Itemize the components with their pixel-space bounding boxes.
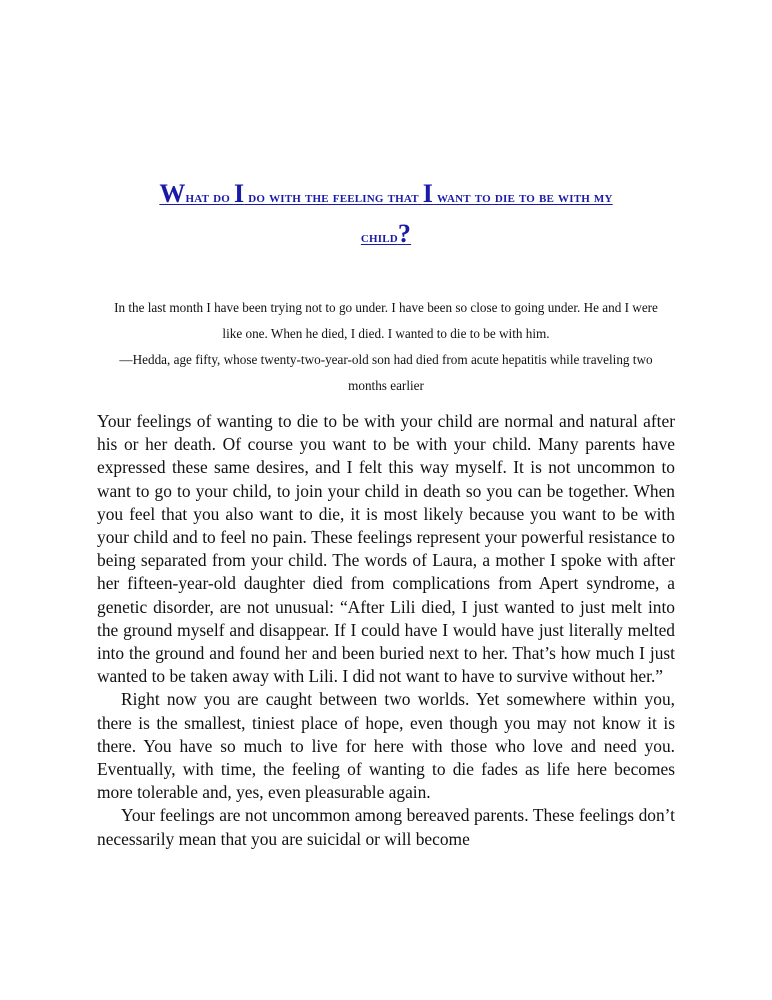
epigraph-attribution: —Hedda, age fifty, whose twenty-two-year-old son had died from acute hepatitis while traveling two months earlier: [119, 352, 653, 393]
epigraph-quote: In the last month I have been trying not to go under. I have been so close to going under. He and I were like one. When he died, I died. I wanted to die to be with him.: [114, 300, 658, 341]
chapter-title-link[interactable]: [159, 179, 613, 248]
body-text: [97, 410, 675, 851]
chapter-title: [90, 176, 682, 256]
title-text-part3: want to die to be with my: [433, 190, 613, 206]
epigraph: [112, 295, 660, 399]
title-text-part2: do with the feeling that: [244, 190, 423, 206]
title-initial-w: W: [159, 179, 186, 208]
title-text-part1: hat do: [185, 190, 234, 206]
title-question-mark: ?: [397, 219, 412, 248]
body-paragraph-3: Your feelings are not uncommon among bereaved parents. These feelings don’t necessarily mean that you are suicidal or will become: [97, 805, 675, 849]
title-initial-i2: I: [422, 179, 434, 208]
body-paragraph-2: Right now you are caught between two worlds. Yet somewhere within you, there is the smallest, tiniest place of hope, even though you may not know it is there. You have so much to live for here with those who love and need you. Eventually, with time, the feeling of wanting to die fades as life here becomes more tolerable and, yes, even pleasurable again.: [97, 689, 675, 803]
title-initial-i1: I: [233, 179, 245, 208]
body-paragraph-1: Your feelings of wanting to die to be with your child are normal and natural after his or her death. Of course you want to be with your child. Many parents have expressed these same desires, and I felt this way myself. It is not uncommon to want to go to your child, to join your child in death so you can be together. When you feel that you also want to die, it is most likely because you want to be with your child and to feel no pain. These feelings represent your powerful resistance to being separated from your child. The words of Laura, a mother I spoke with after her fifteen-year-old daughter died from complications from Apert syndrome, a genetic disorder, are not unusual: “After Lili died, I just wanted to just melt into the ground myself and disappear. If I could have I would have just literally melted into the ground and found her and been buried next to her. That’s how much I just wanted to be taken away with Lili. I did not want to have to survive without her.”: [97, 411, 675, 687]
title-text-part4: child: [360, 230, 398, 246]
